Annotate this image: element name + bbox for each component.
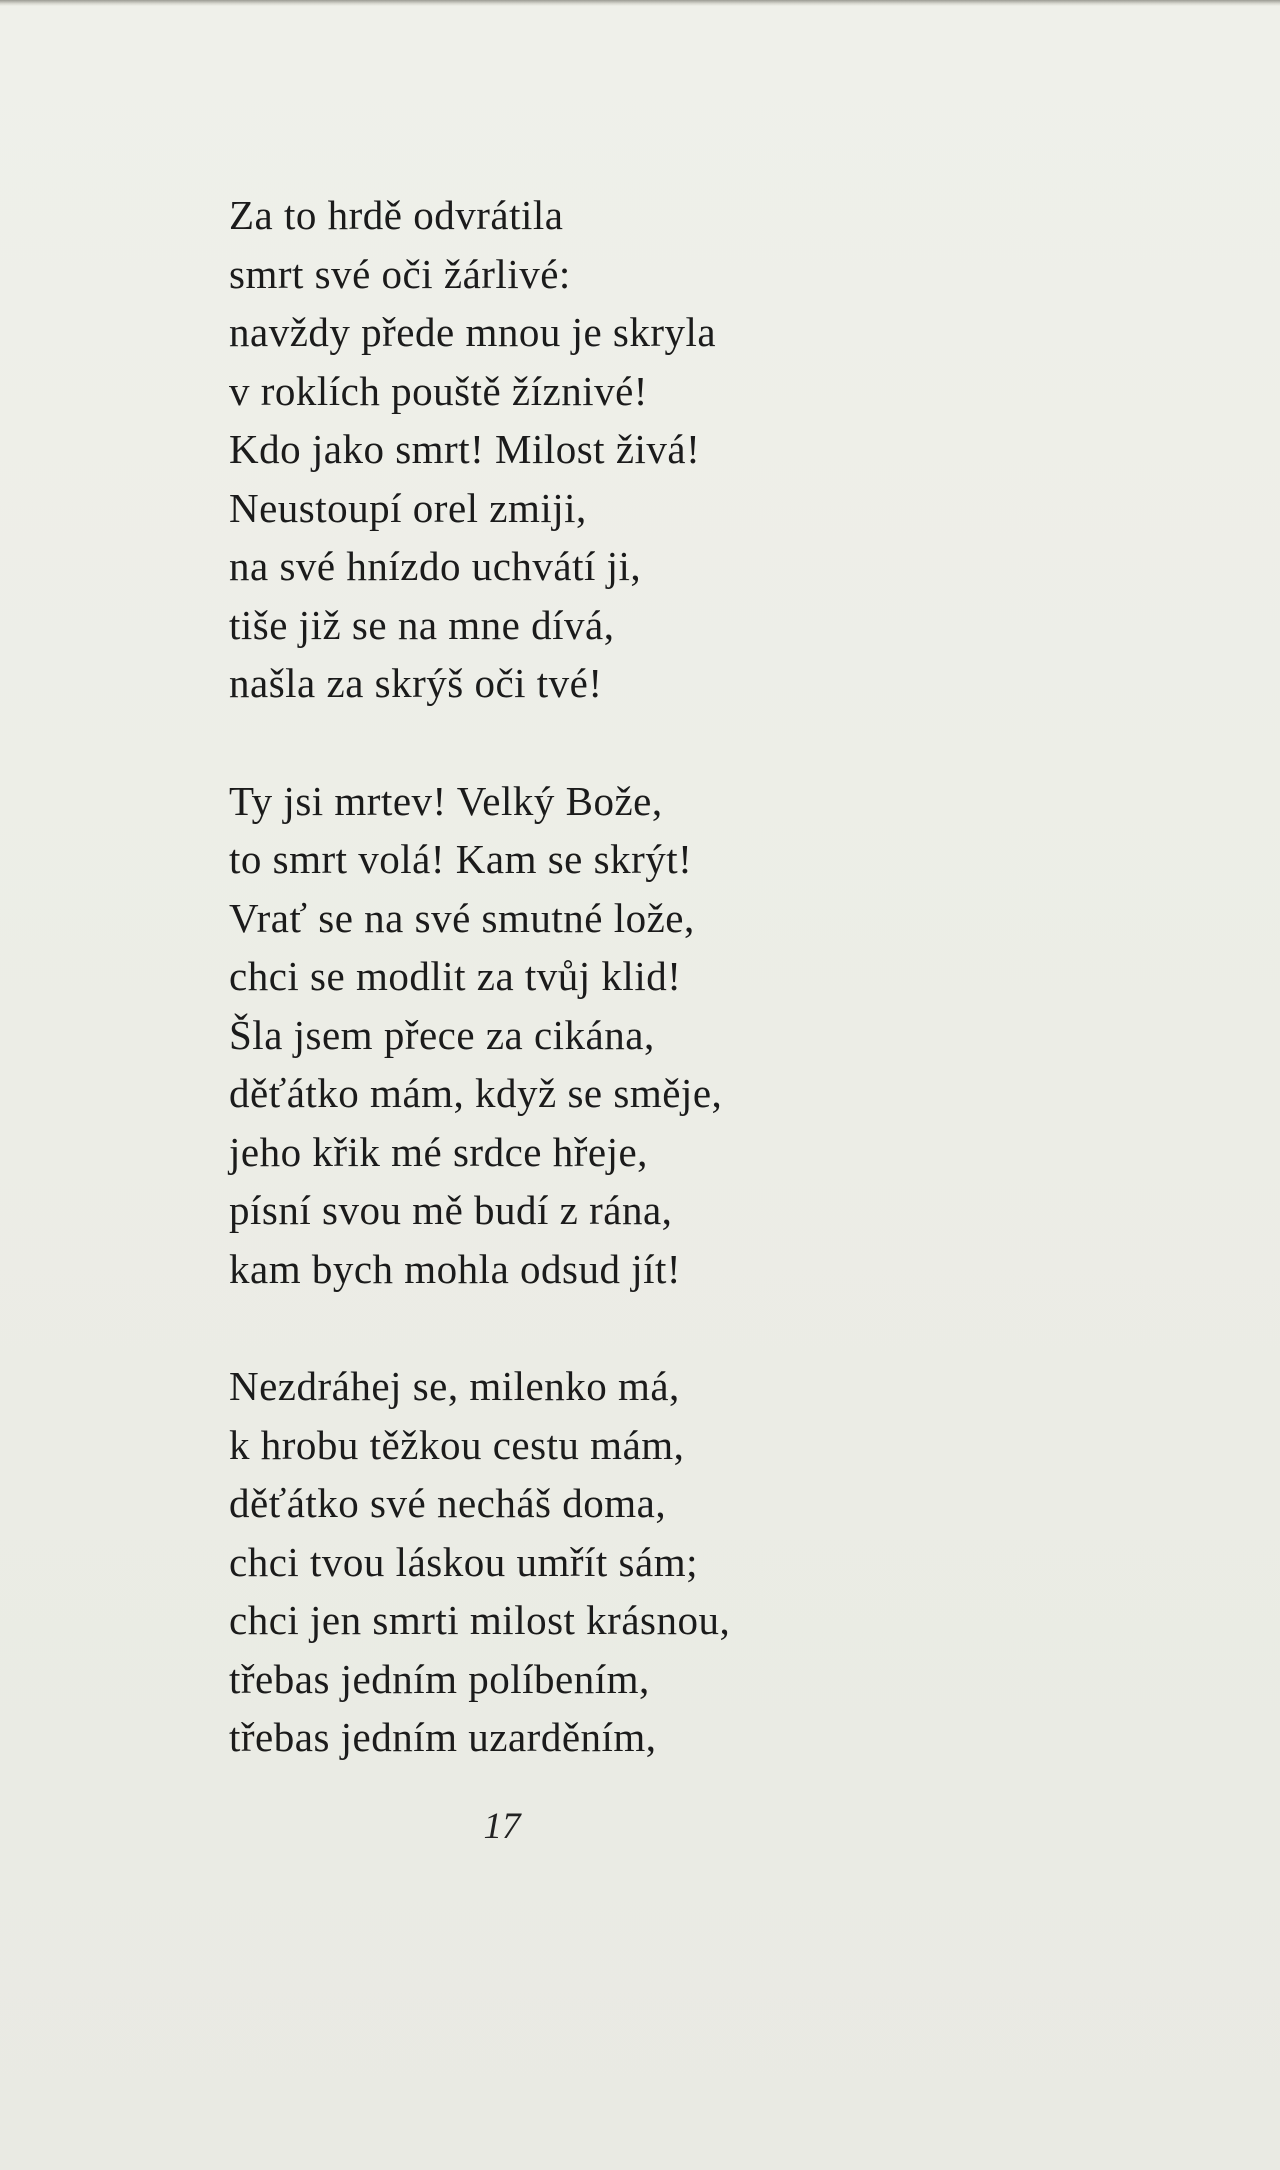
poem-line: třebas jedním políbením, [229,1655,650,1702]
poem-line: to smrt volá! Kam se skrýt! [229,836,693,882]
poem-line: Kdo jako smrt! Milost živá! [229,426,701,472]
poem-line: jeho křik mé srdce hřeje, [229,1128,648,1175]
poem-line: Neustoupí orel zmiji, [229,484,587,531]
stanza [229,1357,1129,1767]
poem-line: v roklích pouště žíznivé! [229,367,648,414]
poem-line: k hrobu těžkou cestu mám, [229,1421,685,1468]
poem-line: navždy přede mnou je skryla [229,309,717,355]
poem-line: tiše již se na mne dívá, [229,601,615,648]
poem-line: na své hnízdo uchvátí ji, [229,543,642,589]
stanza [229,186,1129,713]
poem-line: smrt své oči žárlivé: [229,250,571,297]
poem-text [229,186,1129,1826]
poem-line: Za to hrdě odvrátila [229,192,564,238]
poem-line: chci tvou láskou umřít sám; [229,1538,698,1585]
page-top-edge [0,0,1280,6]
poem-line: chci se modlit za tvůj klid! [229,953,682,999]
stanza [229,772,1129,1299]
poem-line: Ty jsi mrtev! Velký Bože, [229,777,663,824]
poem-line: kam bych mohla odsud jít! [229,1245,682,1292]
poem-line: děťátko své necháš doma, [229,1480,667,1526]
poem-line: děťátko mám, když se směje, [229,1070,723,1116]
poem-line: Šla jsem přece za cikána, [229,1011,655,1058]
page-number: 17 [483,1806,521,1847]
poem-line: písní svou mě budí z rána, [229,1187,673,1233]
poem-line: třebas jedním uzarděním, [229,1714,657,1760]
poem-line: našla za skrýš oči tvé! [229,660,603,706]
poem-line: Nezdráhej se, milenko má, [229,1363,680,1409]
poem-line: Vrať se na své smutné lože, [229,894,695,941]
poem-line: chci jen smrti milost krásnou, [229,1597,731,1643]
